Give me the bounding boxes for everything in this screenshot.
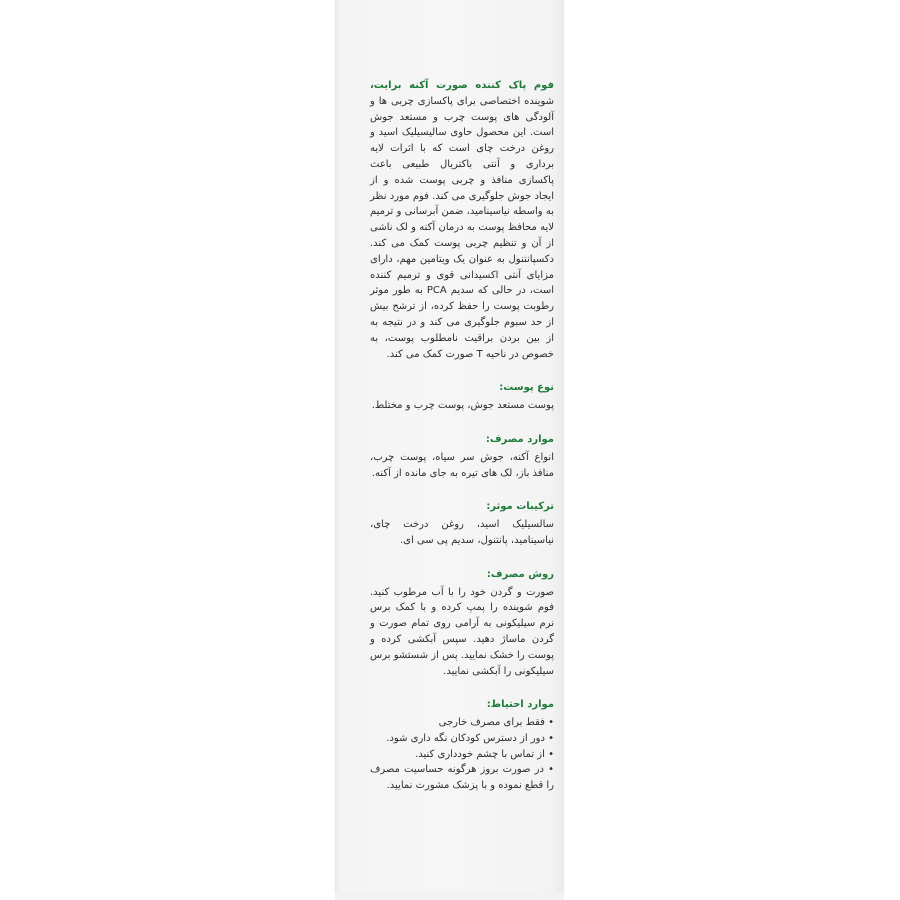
skin-type-heading: نوع پوست: (499, 382, 554, 394)
cautions-list (370, 715, 554, 794)
caution-item: • در صورت بروز هرگونه حساسیت مصرف را قطع نموده و با پزشک مشورت نمایید. (370, 764, 554, 792)
directions-text: صورت و گردن خود را با آب مرطوب کنید. فوم شوینده را پمپ کرده و با کمک برس نرم سیلیکونی به آرامی روی تمام صورت و گردن ماساژ دهید. سپس آبکشی کرده و پوست را خشک نمایید. پس از شستشو برس سیلیکونی را آبکشی نمایید. (370, 586, 554, 677)
ingredients-text: سالسیلیک اسید، روغن درخت چای، نیاسینامید، پانتنول، سدیم پی سی ای. (370, 519, 554, 546)
skin-type-text: پوست مستعد جوش، پوست چرب و مختلط. (371, 400, 554, 412)
caution-item: • دور از دسترس کودکان نگه داری شود. (386, 732, 554, 744)
caution-item: • از تماس با چشم خودداری کنید. (415, 748, 554, 760)
intro-paragraph (370, 78, 554, 362)
intro-title: فوم پاک کننده صورت آکنه برایت، (370, 80, 554, 91)
intro-body: شوینده اختصاصی برای پاکسازی چربی ها و آلودگی های پوست چرب و مستعد جوش است. این محصول حاوی سالیسیلیک اسید و روغن درخت چای است که با اثرات لایه برداری و آنتی باکتریال طبیعی باعث پاکسازی منافذ و چربی پوست شده و از ایجاد جوش جلوگیری می کند. فوم مورد نظر به واسطه نیاسینامید، ضمن آبرسانی و ترمیم لایه محافظ پوست به درمان آکنه و لک ناشی از آن و تنظیم چربی پوست کمک می کند. دکسپانتنول به عنوان یک ویتامین مهم، دارای مزایای آنتی اکسیدانی قوی و ترمیم کننده است، در حالی که سدیم PCA به طور موثر رطوبت پوست را حفظ کرده، از ترشح بیش از حد سبوم جلوگیری می کند و در نتیجه به از بین بردن براقیت نامطلوب پوست، به خصوص در ناحیه T صورت کمک می کند. (370, 95, 554, 360)
directions-heading: روش مصرف: (486, 568, 554, 580)
product-description-text (370, 78, 554, 794)
cautions-heading: موارد احتیاط: (486, 699, 554, 711)
usage-text: انواع آکنه، جوش سر سیاه، پوست چرب، منافذ باز، لک های تیره به جای مانده از آکنه. (370, 451, 554, 479)
caution-item: • فقط برای مصرف خارجی (438, 717, 554, 729)
ingredients-heading: ترکیبات موثر: (486, 501, 554, 513)
usage-heading: موارد مصرف: (485, 433, 554, 445)
